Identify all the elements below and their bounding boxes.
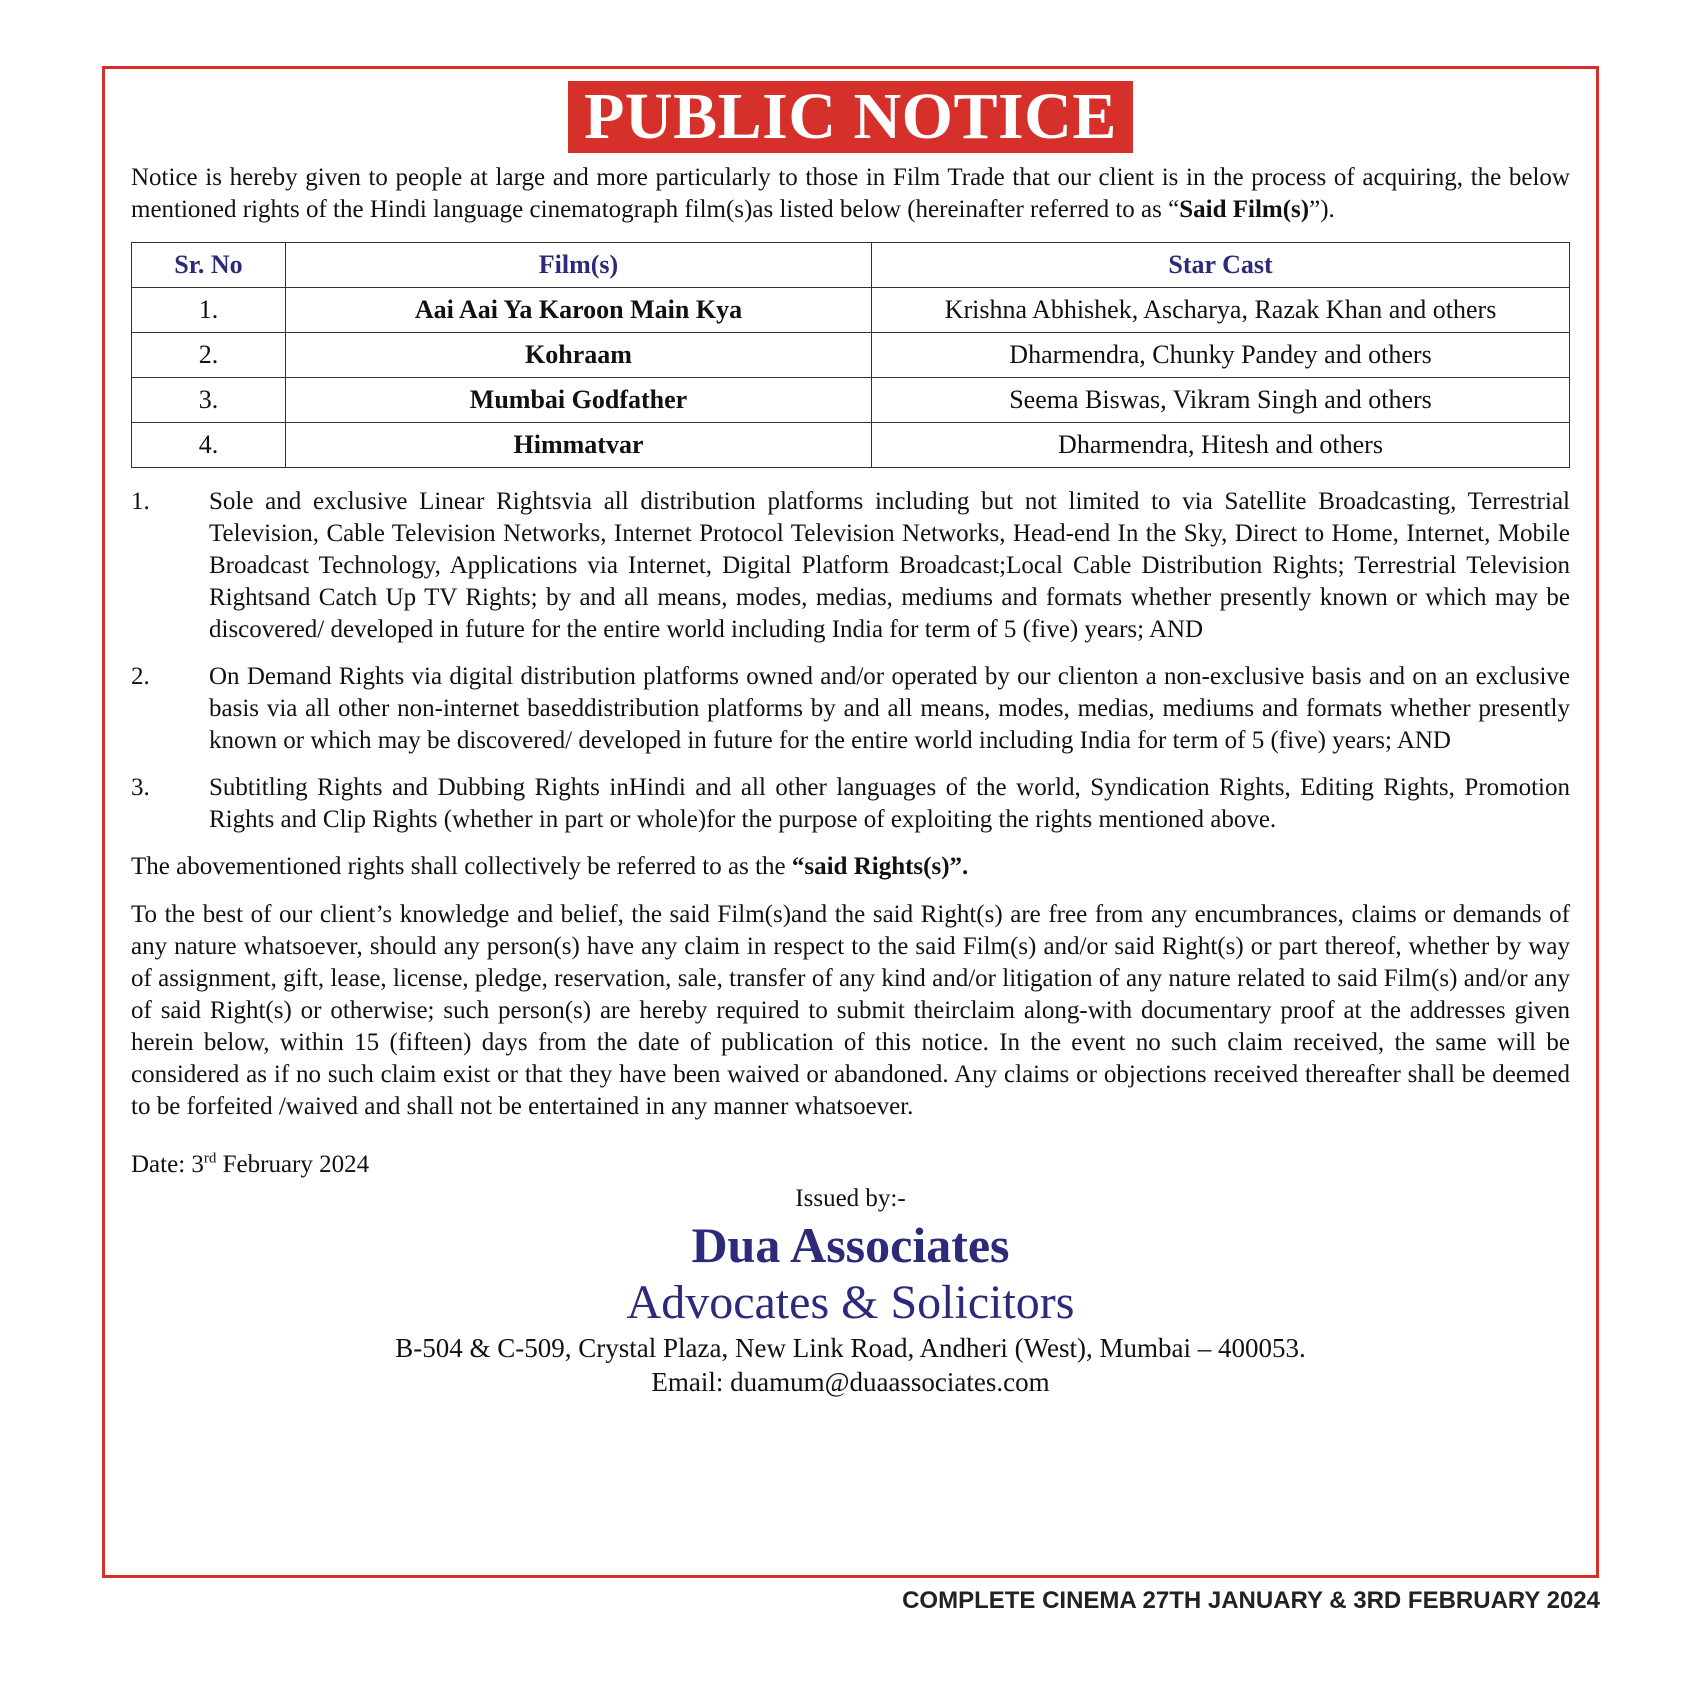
issued-by-label: Issued by:- bbox=[795, 1185, 906, 1212]
rights-item-number: 3. bbox=[131, 774, 150, 801]
rights-item bbox=[131, 772, 1570, 836]
intro-paragraph bbox=[131, 162, 1570, 226]
collective-text: The abovementioned rights shall collectively be referred to as the bbox=[131, 853, 792, 880]
page-title: PUBLIC NOTICE bbox=[568, 81, 1133, 153]
firm-name: Dua Associates bbox=[691, 1217, 1010, 1273]
intro-text-before: Notice is hereby given to people at large and more particularly to those in Film Trade that our client is in the process of acquiring, the below mentioned rights of the Hindi language cinematograph film(s)as listed below (hereinafter referred to as “ bbox=[131, 164, 1570, 223]
rights-item bbox=[131, 661, 1570, 757]
cast-cell: Krishna Abhishek, Ascharya, Razak Khan and others bbox=[872, 288, 1570, 333]
firm-email: Email: duamum@duaassociates.com bbox=[651, 1367, 1050, 1397]
films-table bbox=[131, 242, 1570, 468]
table-header-row bbox=[132, 243, 1570, 288]
rights-item-number: 1. bbox=[131, 488, 150, 515]
rights-item-text: Sole and exclusive Linear Rightsvia all distribution platforms including but not limited to via Satellite Broadcasting, Terrestrial Television, Cable Television Networks, Internet Protocol Television Networks, Head-end In the Sky, Direct to Home, Internet, Mobile Broadcast Technology, Applications via Internet, Digital Platform Broadcast;Local Cable Distribution Rights; Terrestrial Television Rightsand Catch Up TV Rights; by and all means, modes, medias, mediums and formats whether presently known or which may be discovered/ developed in future for the entire world including India for term of 5 (five) years; AND bbox=[209, 488, 1570, 643]
sr-cell: 4. bbox=[132, 423, 286, 468]
film-cell: Kohraam bbox=[286, 333, 872, 378]
rights-item-text: On Demand Rights via digital distribution platforms owned and/or operated by our clienton a non-exclusive basis and on an exclusive basis via all other non-internet baseddistribution platforms by and all means, modes, medias, mediums and formats whether presently known or which may be discovered/ developed in future for the entire world including India for term of 5 (five) years; AND bbox=[209, 663, 1570, 754]
rights-item-text: Subtitling Rights and Dubbing Rights inHindi and all other languages of the world, Syndication Rights, Editing Rights, Promotion Rights and Clip Rights (whether in part or whole)for the purpose of exploiting the rights mentioned above. bbox=[209, 774, 1570, 833]
rights-item-number: 2. bbox=[131, 663, 150, 690]
publication-footer: COMPLETE CINEMA 27TH JANUARY & 3RD FEBRUARY 2024 bbox=[902, 1587, 1600, 1614]
table-row bbox=[132, 378, 1570, 423]
sr-cell: 1. bbox=[132, 288, 286, 333]
film-cell: Himmatvar bbox=[286, 423, 872, 468]
cast-cell: Seema Biswas, Vikram Singh and others bbox=[872, 378, 1570, 423]
collective-bold-term: “said Rights(s)”. bbox=[791, 853, 969, 880]
header-star-cast: Star Cast bbox=[872, 243, 1570, 288]
collective-rights-paragraph bbox=[131, 851, 1570, 883]
table-row bbox=[132, 423, 1570, 468]
sr-cell: 3. bbox=[132, 378, 286, 423]
film-cell: Mumbai Godfather bbox=[286, 378, 872, 423]
title-wrap bbox=[105, 81, 1596, 153]
date-rest: February 2024 bbox=[216, 1151, 370, 1178]
cast-cell: Dharmendra, Chunky Pandey and others bbox=[872, 333, 1570, 378]
notice-content bbox=[131, 162, 1570, 1399]
notice-frame bbox=[102, 66, 1599, 1578]
notice-date bbox=[131, 1149, 1570, 1181]
firm-subtitle: Advocates & Solicitors bbox=[626, 1276, 1075, 1329]
firm-address: B-504 & C-509, Crystal Plaza, New Link Road, Andheri (West), Mumbai – 400053. bbox=[395, 1333, 1306, 1363]
date-ordinal-suffix: rd bbox=[203, 1150, 217, 1167]
header-films: Film(s) bbox=[286, 243, 872, 288]
rights-list bbox=[131, 486, 1570, 836]
header-sr-no: Sr. No bbox=[132, 243, 286, 288]
cast-cell: Dharmendra, Hitesh and others bbox=[872, 423, 1570, 468]
table-row bbox=[132, 288, 1570, 333]
film-cell: Aai Aai Ya Karoon Main Kya bbox=[286, 288, 872, 333]
rights-item bbox=[131, 486, 1570, 646]
intro-bold-term: Said Film(s) bbox=[1179, 196, 1310, 223]
date-label: Date: 3 bbox=[131, 1151, 204, 1178]
sr-cell: 2. bbox=[132, 333, 286, 378]
claims-paragraph: To the best of our client’s knowledge and belief, the said Film(s)and the said Right(s) are free from any encumbrances, claims or demands of any nature whatsoever, should any person(s) have any claim in respect to the said Film(s) and/or said Right(s) or part thereof, whether by way of assignment, gift, lease, license, pledge, reservation, sale, transfer of any kind and/or litigation of any nature related to said Film(s) and/or any of said Right(s) or otherwise; such person(s) are hereby required to submit theirclaim along-with documentary proof at the addresses given herein below, within 15 (fifteen) days from the date of publication of this notice. In the event no such claim received, the same will be considered as if no such claim exist or that they have been waived or abandoned. Any claims or objections received thereafter shall be deemed to be forfeited /waived and shall not be entertained in any manner whatsoever. bbox=[131, 901, 1570, 1120]
intro-text-after: ”). bbox=[1309, 196, 1335, 223]
table-row bbox=[132, 333, 1570, 378]
